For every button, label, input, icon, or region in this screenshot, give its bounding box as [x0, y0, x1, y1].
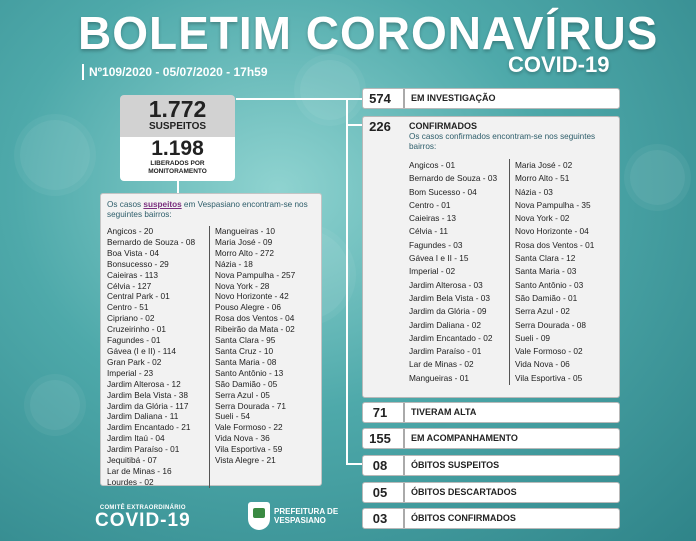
- obitos-confirmados-label: ÓBITOS CONFIRMADOS: [403, 509, 516, 528]
- suspeitos-bairros-panel: [100, 193, 322, 486]
- confirmados-bairro-item: Santa Maria - 03: [515, 266, 577, 277]
- confirmados-bairro-item: Mangueiras - 01: [409, 372, 469, 383]
- page-title: BOLETIM CORONAVÍRUS: [78, 7, 659, 59]
- confirmados-bairro-item: Názia - 03: [515, 186, 553, 197]
- virus-decoration: [630, 150, 685, 205]
- suspeitos-bairro-item: Santa Maria - 08: [215, 356, 277, 367]
- liberados-label: LIBERADOS POR MONITORAMENTO: [148, 160, 207, 175]
- suspeitos-bairro-item: Central Park - 01: [107, 291, 170, 302]
- confirmados-bairro-item: Sueli - 09: [515, 332, 551, 343]
- confirmados-bairro-item: Novo Horizonte - 04: [515, 226, 589, 237]
- investigacao-row: [362, 88, 620, 109]
- suspeitos-bairro-item: Serra Azul - 05: [215, 389, 270, 400]
- suspeitos-bairro-item: Novo Horizonte - 42: [215, 291, 289, 302]
- confirmados-label: CONFIRMADOS: [409, 121, 477, 131]
- confirmados-bairro-item: Serra Dourada - 08: [515, 319, 587, 330]
- suspeitos-bairro-item: Angicos - 20: [107, 226, 154, 236]
- suspeitos-bairro-item: Nova Pampulha - 257: [215, 269, 296, 280]
- confirmados-bairro-item: Nova Pampulha - 35: [515, 199, 591, 210]
- confirmados-bairro-item: Fagundes - 03: [409, 239, 463, 250]
- crest-icon: [248, 502, 270, 530]
- page-subtitle: COVID-19: [508, 52, 610, 77]
- obitos-confirmados-value: 03: [372, 511, 388, 526]
- confirmados-bairro-item: Célvia - 11: [409, 226, 449, 237]
- suspeitos-bairro-item: Nova York - 28: [215, 280, 270, 291]
- investigacao-label: EM INVESTIGAÇÃO: [403, 89, 496, 108]
- suspeitos-bairro-item: Cruzeirinho - 01: [107, 324, 167, 335]
- suspeitos-list-left: [107, 226, 209, 488]
- acompanhamento-label: EM ACOMPANHAMENTO: [403, 429, 518, 448]
- suspeitos-bairro-item: São Damião - 05: [215, 378, 278, 389]
- suspeitos-bairro-item: Santo Antônio - 13: [215, 367, 284, 378]
- obitos-suspeitos-label: ÓBITOS SUSPEITOS: [403, 456, 499, 475]
- suspeitos-bairro-item: Jardim da Glória - 117: [107, 400, 189, 411]
- suspeitos-bairro-item: Centro - 51: [107, 302, 149, 313]
- suspeitos-bairro-item: Vida Nova - 36: [215, 433, 270, 444]
- suspeitos-value: 1.772: [148, 96, 207, 122]
- confirmados-bairro-item: Jardim Bela Vista - 03: [409, 292, 491, 303]
- suspeitos-bairro-item: Mangueiras - 10: [215, 226, 275, 236]
- suspeitos-bairro-item: Jardim Bela Vista - 38: [107, 389, 189, 400]
- suspeitos-bairro-item: Jardim Encantado - 21: [107, 422, 191, 433]
- edition-info: Nº109/2020 - 05/07/2020 - 17h59: [82, 64, 268, 80]
- confirmados-value: 226: [369, 119, 391, 134]
- confirmados-list-right: [509, 159, 615, 385]
- confirmados-bairro-item: Imperial - 02: [409, 266, 456, 277]
- confirmados-bairro-item: Nova York - 02: [515, 213, 570, 224]
- suspeitos-intro: Os casos suspeitos em Vespasiano encontram-se nos seguintes bairros:: [107, 200, 308, 219]
- suspeitos-bairro-item: Jardim Itaú - 04: [107, 433, 165, 444]
- suspeitos-bairro-item: Célvia - 127: [107, 280, 152, 291]
- suspeitos-box: [120, 95, 235, 137]
- confirmados-bairro-item: Jardim da Glória - 09: [409, 306, 487, 317]
- suspeitos-bairro-item: Imperial - 23: [107, 367, 154, 378]
- suspeitos-bairro-item: Gran Park - 02: [107, 356, 162, 367]
- liberados-box: [120, 137, 235, 181]
- suspeitos-bairro-item: Sueli - 54: [215, 411, 251, 422]
- obitos-suspeitos-value: 08: [372, 458, 388, 473]
- suspeitos-bairro-item: Jardim Alterosa - 12: [107, 378, 181, 389]
- confirmados-bairro-item: Rosa dos Ventos - 01: [515, 239, 595, 250]
- confirmados-bairro-item: Angicos - 01: [409, 160, 456, 170]
- suspeitos-bairro-item: Jardim Paraíso - 01: [107, 444, 180, 455]
- connector-line: [346, 124, 362, 126]
- confirmados-panel: [362, 116, 620, 398]
- confirmados-bairro-item: Vale Formoso - 02: [515, 346, 583, 357]
- suspeitos-bairro-item: Cipriano - 02: [107, 313, 155, 324]
- suspeitos-bairro-item: Lourdes - 02: [107, 476, 154, 487]
- suspeitos-bairro-item: Pouso Alegre - 06: [215, 302, 281, 313]
- confirmados-bairro-item: Morro Alto - 51: [515, 173, 570, 184]
- suspeitos-bairro-item: Lar de Minas - 16: [107, 465, 172, 476]
- suspeitos-list-right: [209, 226, 317, 488]
- suspeitos-bairro-item: Gávea (I e II) - 114: [107, 345, 177, 356]
- confirmados-bairro-item: Jardim Alterosa - 03: [409, 279, 483, 290]
- suspeitos-bairro-item: Rosa dos Ventos - 04: [215, 313, 295, 324]
- obitos-descartados-label: ÓBITOS DESCARTADOS: [403, 483, 517, 502]
- suspeitos-bairro-item: Serra Dourada - 71: [215, 400, 287, 411]
- virus-decoration: [30, 380, 80, 430]
- connector-line: [346, 98, 348, 464]
- suspeitos-bairro-item: Santa Clara - 95: [215, 335, 276, 346]
- suspeitos-bairro-item: Jardim Daliana - 11: [107, 411, 179, 422]
- confirmados-bairro-item: Caieiras - 13: [409, 213, 457, 224]
- confirmados-bairro-item: Bom Sucesso - 04: [409, 186, 477, 197]
- suspeitos-bairro-item: Fagundes - 01: [107, 335, 161, 346]
- confirmados-bairro-item: São Damião - 01: [515, 292, 578, 303]
- obitos-suspeitos-row: [362, 455, 620, 476]
- suspeitos-bairro-item: Morro Alto - 272: [215, 247, 275, 258]
- confirmados-bairro-item: Gávea I e II - 15: [409, 253, 469, 264]
- suspeitos-bairro-item: Maria José - 09: [215, 236, 273, 247]
- confirmados-bairro-item: Santo Antônio - 03: [515, 279, 584, 290]
- suspeitos-bairro-item: Santa Cruz - 10: [215, 345, 274, 356]
- suspeitos-bairro-item: Jequitibá - 07: [107, 455, 157, 466]
- confirmados-bairro-item: Vila Esportiva - 05: [515, 372, 583, 383]
- suspeitos-bairro-item: Názia - 18: [215, 258, 253, 269]
- confirmados-intro: Os casos confirmados encontram-se nos seguintes bairros:: [409, 132, 596, 151]
- confirmados-bairro-item: Jardim Daliana - 02: [409, 319, 481, 330]
- suspeitos-bairro-item: Caieiras - 113: [107, 269, 159, 280]
- obitos-descartados-value: 05: [372, 485, 388, 500]
- connector-line: [236, 98, 348, 100]
- confirmados-bairro-item: Jardim Paraíso - 01: [409, 346, 482, 357]
- confirmados-bairro-item: Lar de Minas - 02: [409, 359, 474, 370]
- suspeitos-bairro-item: Vila Esportiva - 59: [215, 444, 283, 455]
- alta-value: 71: [372, 405, 388, 420]
- obitos-confirmados-row: [362, 508, 620, 529]
- suspeitos-bairro-item: Bernardo de Souza - 08: [107, 236, 196, 247]
- confirmados-bairro-item: Centro - 01: [409, 199, 451, 210]
- alta-row: [362, 402, 620, 423]
- prefeitura-logo: PREFEITURA DE VESPASIANO: [248, 502, 338, 530]
- confirmados-bairro-item: Santa Clara - 12: [515, 253, 576, 264]
- virus-decoration: [300, 60, 360, 120]
- suspeitos-label: SUSPEITOS: [148, 121, 207, 132]
- connector-line: [346, 98, 362, 100]
- liberados-value: 1.198: [151, 137, 204, 160]
- confirmados-bairro-item: Jardim Encantado - 02: [409, 332, 493, 343]
- alta-label: TIVERAM ALTA: [403, 403, 476, 422]
- acompanhamento-value: 155: [369, 431, 391, 446]
- confirmados-bairro-item: Vida Nova - 06: [515, 359, 570, 370]
- committee-logo: COMITÊ EXTRAORDINÁRIO COVID-19: [95, 505, 191, 531]
- connector-line: [346, 463, 362, 465]
- suspeitos-bairro-item: Boa Vista - 04: [107, 247, 159, 258]
- acompanhamento-row: [362, 428, 620, 449]
- suspeitos-bairro-item: Bonsucesso - 29: [107, 258, 169, 269]
- confirmados-bairro-item: Maria José - 02: [515, 160, 573, 170]
- suspeitos-bairro-item: Ribeirão da Mata - 02: [215, 324, 295, 335]
- confirmados-list-left: [409, 159, 509, 385]
- virus-decoration: [20, 120, 90, 190]
- confirmados-bairro-item: Bernardo de Souza - 03: [409, 173, 498, 184]
- confirmados-bairro-item: Serra Azul - 02: [515, 306, 570, 317]
- suspeitos-bairro-item: Vista Alegre - 21: [215, 455, 276, 466]
- connector-line: [177, 181, 179, 193]
- obitos-descartados-row: [362, 482, 620, 503]
- investigacao-value: 574: [369, 91, 391, 106]
- suspeitos-bairro-item: Vale Formoso - 22: [215, 422, 283, 433]
